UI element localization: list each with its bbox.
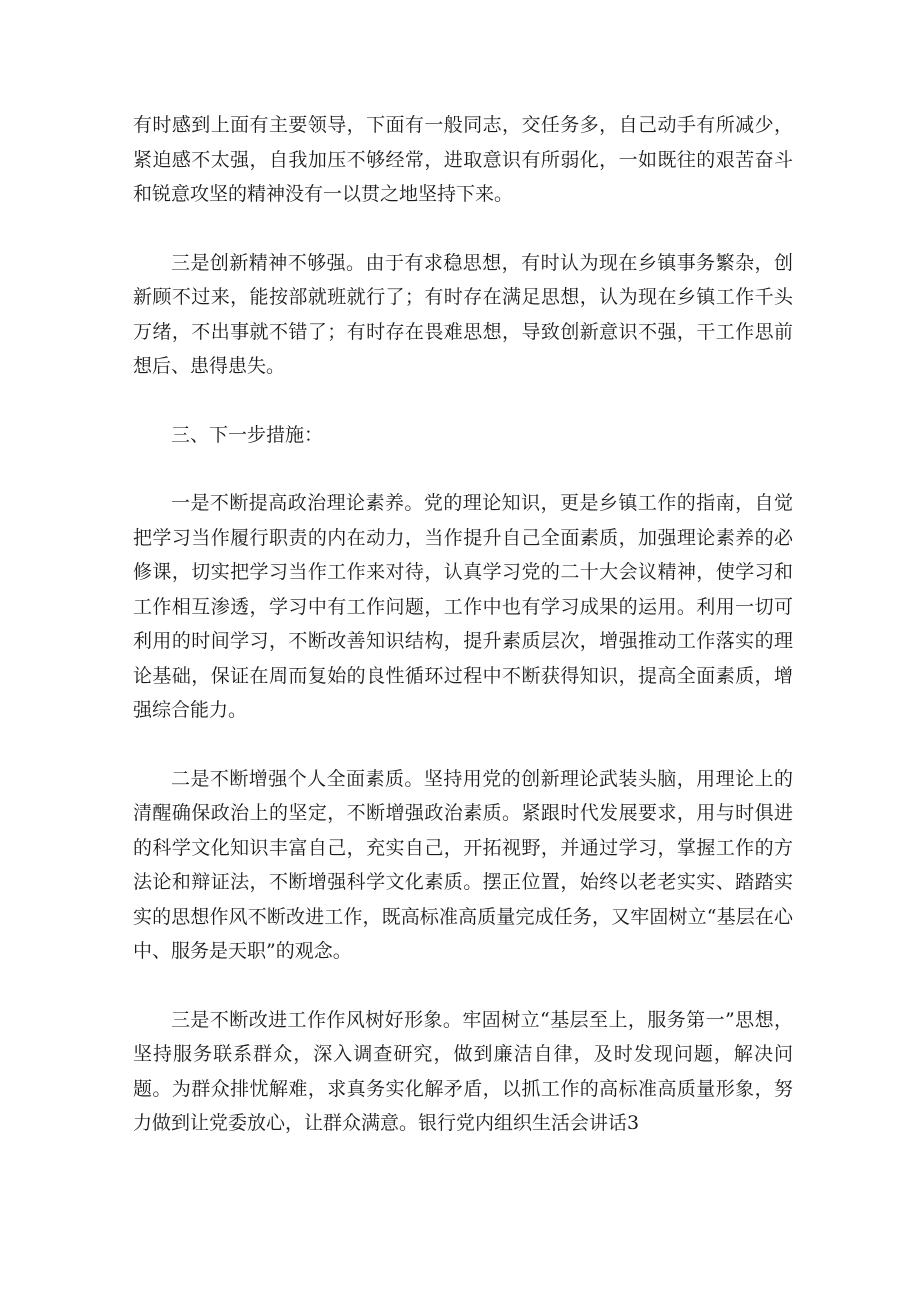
document-body [133, 108, 793, 1175]
paragraph-4: 二是不断增强个人全面素质。坚持用党的创新理论武装头脑，用理论上的清醒确保政治上的坚定，不断增强政治素质。紧跟时代发展要求，用与时俱进的科学文化知识丰富自己，充实自己，开拓视野，并通过学习，掌握工作的方法论和辩证法，不断增强科学文化素质。摆正位置，始终以老老实实、踏踏实实的思想作风不断改进工作，既高标准高质量完成任务，又牢固树立“基层在心中、服务是天职”的观念。 [133, 767, 793, 962]
paragraph-3: 一是不断提高政治理论素养。党的理论知识，更是乡镇工作的指南，自觉把学习当作履行职责的内在动力，当作提升自己全面素质，加强理论素养的必修课，切实把学习当作工作来对待，认真学习党的二十大会议精神，使学习和工作相互渗透，学习中有工作问题，工作中也有学习成果的运用。利用一切可利用的时间学习，不断改善知识结构，提升素质层次，增强推动工作落实的理论基础，保证在周而复始的良性循环过程中不断获得知识，提高全面素质，增强综合能力。 [133, 492, 793, 721]
paragraph-5: 三是不断改进工作作风树好形象。牢固树立“基层至上，服务第一”思想，坚持服务联系群众，深入调查研究，做到廉洁自律，及时发现问题，解决问题。为群众排忧解难，求真务实化解矛盾，以抓工作的高标准高质量形象，努力做到让党委放心，让群众满意。银行党内组织生活会讲话3 [133, 1008, 793, 1134]
paragraph-2: 三是创新精神不够强。由于有求稳思想，有时认为现在乡镇事务繁杂，创新顾不过来，能按部就班就行了；有时存在满足思想，认为现在乡镇工作千头万绪，不出事就不错了；有时存在畏难思想，导致创新意识不强，干工作思前想后、患得患失。 [133, 251, 793, 377]
paragraph-1: 有时感到上面有主要领导，下面有一般同志，交任务多，自己动手有所减少，紧迫感不太强，自我加压不够经常，进取意识有所弱化，一如既往的艰苦奋斗和锐意攻坚的精神没有一以贯之地坚持下来。 [133, 114, 793, 205]
section-heading: 三、下一步措施： [171, 423, 324, 446]
